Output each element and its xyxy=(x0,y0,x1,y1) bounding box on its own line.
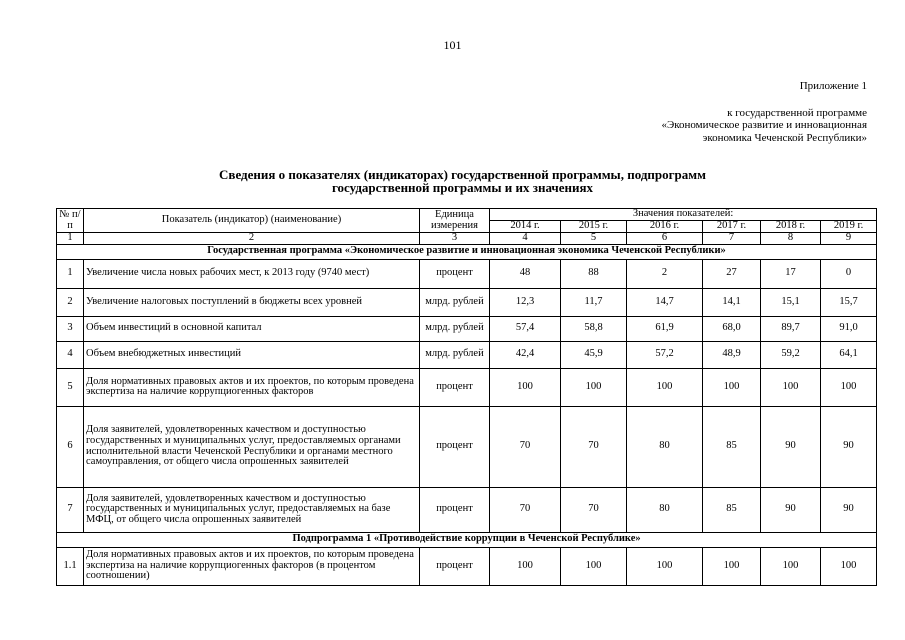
appendix-line: к государственной программе xyxy=(727,106,867,119)
indicators-table xyxy=(56,208,877,586)
row-number: 5 xyxy=(57,368,84,406)
row-number: 7 xyxy=(57,487,84,532)
value-cell: 70 xyxy=(490,406,561,487)
row-number: 3 xyxy=(57,316,84,341)
column-number: 8 xyxy=(761,233,821,245)
table-row xyxy=(57,487,877,532)
table-row xyxy=(57,368,877,406)
value-cell: 68,0 xyxy=(703,316,761,341)
section-row xyxy=(57,244,877,259)
value-cell: 100 xyxy=(490,547,561,585)
value-cell: 90 xyxy=(821,487,877,532)
value-cell: 100 xyxy=(761,368,821,406)
value-cell: 80 xyxy=(627,487,703,532)
value-cell: 90 xyxy=(761,406,821,487)
header-year: 2017 г. xyxy=(703,221,761,233)
value-cell: 0 xyxy=(821,259,877,288)
unit-cell: процент xyxy=(420,368,490,406)
page-number: 101 xyxy=(443,38,462,52)
value-cell: 100 xyxy=(490,368,561,406)
value-cell: 100 xyxy=(561,547,627,585)
column-number: 2 xyxy=(84,233,420,245)
value-cell: 2 xyxy=(627,259,703,288)
value-cell: 91,0 xyxy=(821,316,877,341)
unit-cell: процент xyxy=(420,547,490,585)
value-cell: 100 xyxy=(627,368,703,406)
value-cell: 48 xyxy=(490,259,561,288)
table-row xyxy=(57,316,877,341)
indicator-name: Доля нормативных правовых актов и их проектов, по которым проведена экспертиза на наличие коррупциогенных факторов (в процентом соотношении) xyxy=(84,547,420,585)
value-cell: 70 xyxy=(490,487,561,532)
value-cell: 100 xyxy=(703,368,761,406)
row-number: 6 xyxy=(57,406,84,487)
value-cell: 48,9 xyxy=(703,341,761,368)
indicator-name: Доля заявителей, удовлетворенных качеством и доступностью государственных и муниципальных услуг, предоставляемых органами исполнительной власти Чеченской Республики и органами местного самоуправления, от общего числа опрошенных заявителей xyxy=(84,406,420,487)
header-year: 2018 г. xyxy=(761,221,821,233)
unit-cell: млрд. рублей xyxy=(420,316,490,341)
value-cell: 100 xyxy=(561,368,627,406)
unit-cell: млрд. рублей xyxy=(420,288,490,316)
header-year: 2019 г. xyxy=(821,221,877,233)
document-title xyxy=(120,168,805,194)
value-cell: 85 xyxy=(703,487,761,532)
value-cell: 12,3 xyxy=(490,288,561,316)
value-cell: 14,1 xyxy=(703,288,761,316)
section-row xyxy=(57,532,877,547)
value-cell: 100 xyxy=(627,547,703,585)
value-cell: 15,1 xyxy=(761,288,821,316)
header-year: 2016 г. xyxy=(627,221,703,233)
table-row xyxy=(57,259,877,288)
value-cell: 11,7 xyxy=(561,288,627,316)
section-title: Подпрограмма 1 «Противодействие коррупции в Чеченской Республике» xyxy=(57,532,877,547)
value-cell: 89,7 xyxy=(761,316,821,341)
value-cell: 45,9 xyxy=(561,341,627,368)
value-cell: 70 xyxy=(561,487,627,532)
table-row xyxy=(57,547,877,585)
unit-cell: процент xyxy=(420,487,490,532)
row-number: 1.1 xyxy=(57,547,84,585)
column-number: 3 xyxy=(420,233,490,245)
column-number: 9 xyxy=(821,233,877,245)
indicator-name: Объем внебюджетных инвестиций xyxy=(84,341,420,368)
column-number: 4 xyxy=(490,233,561,245)
row-number: 1 xyxy=(57,259,84,288)
table-row xyxy=(57,288,877,316)
value-cell: 64,1 xyxy=(821,341,877,368)
indicator-name: Доля нормативных правовых актов и их проектов, по которым проведена экспертиза на наличие коррупциогенных факторов xyxy=(84,368,420,406)
value-cell: 100 xyxy=(821,368,877,406)
value-cell: 80 xyxy=(627,406,703,487)
value-cell: 27 xyxy=(703,259,761,288)
value-cell: 59,2 xyxy=(761,341,821,368)
unit-cell: млрд. рублей xyxy=(420,341,490,368)
unit-cell: процент xyxy=(420,259,490,288)
value-cell: 58,8 xyxy=(561,316,627,341)
value-cell: 90 xyxy=(821,406,877,487)
value-cell: 17 xyxy=(761,259,821,288)
header-indicator: Показатель (индикатор) (наименование) xyxy=(84,209,420,233)
header-num: № п/п xyxy=(57,209,84,233)
document-title-line: государственной программы и их значениях xyxy=(331,180,594,195)
appendix-block xyxy=(661,80,867,144)
value-cell: 15,7 xyxy=(821,288,877,316)
indicator-name: Увеличение числа новых рабочих мест, к 2013 году (9740 мест) xyxy=(84,259,420,288)
value-cell: 14,7 xyxy=(627,288,703,316)
value-cell: 57,2 xyxy=(627,341,703,368)
column-number: 5 xyxy=(561,233,627,245)
section-title: Государственная программа «Экономическое развитие и инновационная экономика Чеченской Республики» xyxy=(57,244,877,259)
table-row xyxy=(57,341,877,368)
indicator-name: Увеличение налоговых поступлений в бюджеты всех уровней xyxy=(84,288,420,316)
header-unit: Единица измерения xyxy=(420,209,490,233)
header-column-numbers xyxy=(57,233,877,245)
unit-cell: процент xyxy=(420,406,490,487)
value-cell: 61,9 xyxy=(627,316,703,341)
value-cell: 100 xyxy=(761,547,821,585)
table-row xyxy=(57,406,877,487)
value-cell: 57,4 xyxy=(490,316,561,341)
header-values-group: Значения показателей: xyxy=(490,209,877,221)
indicator-name: Доля заявителей, удовлетворенных качеством и доступностью государственных и муниципальных услуг, предоставляемых на базе МФЦ, от общего числа опрошенных заявителей xyxy=(84,487,420,532)
value-cell: 90 xyxy=(761,487,821,532)
column-number: 1 xyxy=(57,233,84,245)
indicator-name: Объем инвестиций в основной капитал xyxy=(84,316,420,341)
header-year: 2015 г. xyxy=(561,221,627,233)
column-number: 7 xyxy=(703,233,761,245)
row-number: 2 xyxy=(57,288,84,316)
header-year: 2014 г. xyxy=(490,221,561,233)
appendix-line: экономика Чеченской Республики» xyxy=(702,131,867,144)
value-cell: 70 xyxy=(561,406,627,487)
appendix-line: «Экономическое развитие и инновационная xyxy=(661,119,867,131)
value-cell: 88 xyxy=(561,259,627,288)
column-number: 6 xyxy=(627,233,703,245)
document-title-line: Сведения о показателях (индикаторах) государственной программы, подпрограмм xyxy=(219,167,706,182)
row-number: 4 xyxy=(57,341,84,368)
appendix-title: Приложение 1 xyxy=(799,80,867,92)
value-cell: 42,4 xyxy=(490,341,561,368)
value-cell: 100 xyxy=(703,547,761,585)
value-cell: 85 xyxy=(703,406,761,487)
value-cell: 100 xyxy=(821,547,877,585)
